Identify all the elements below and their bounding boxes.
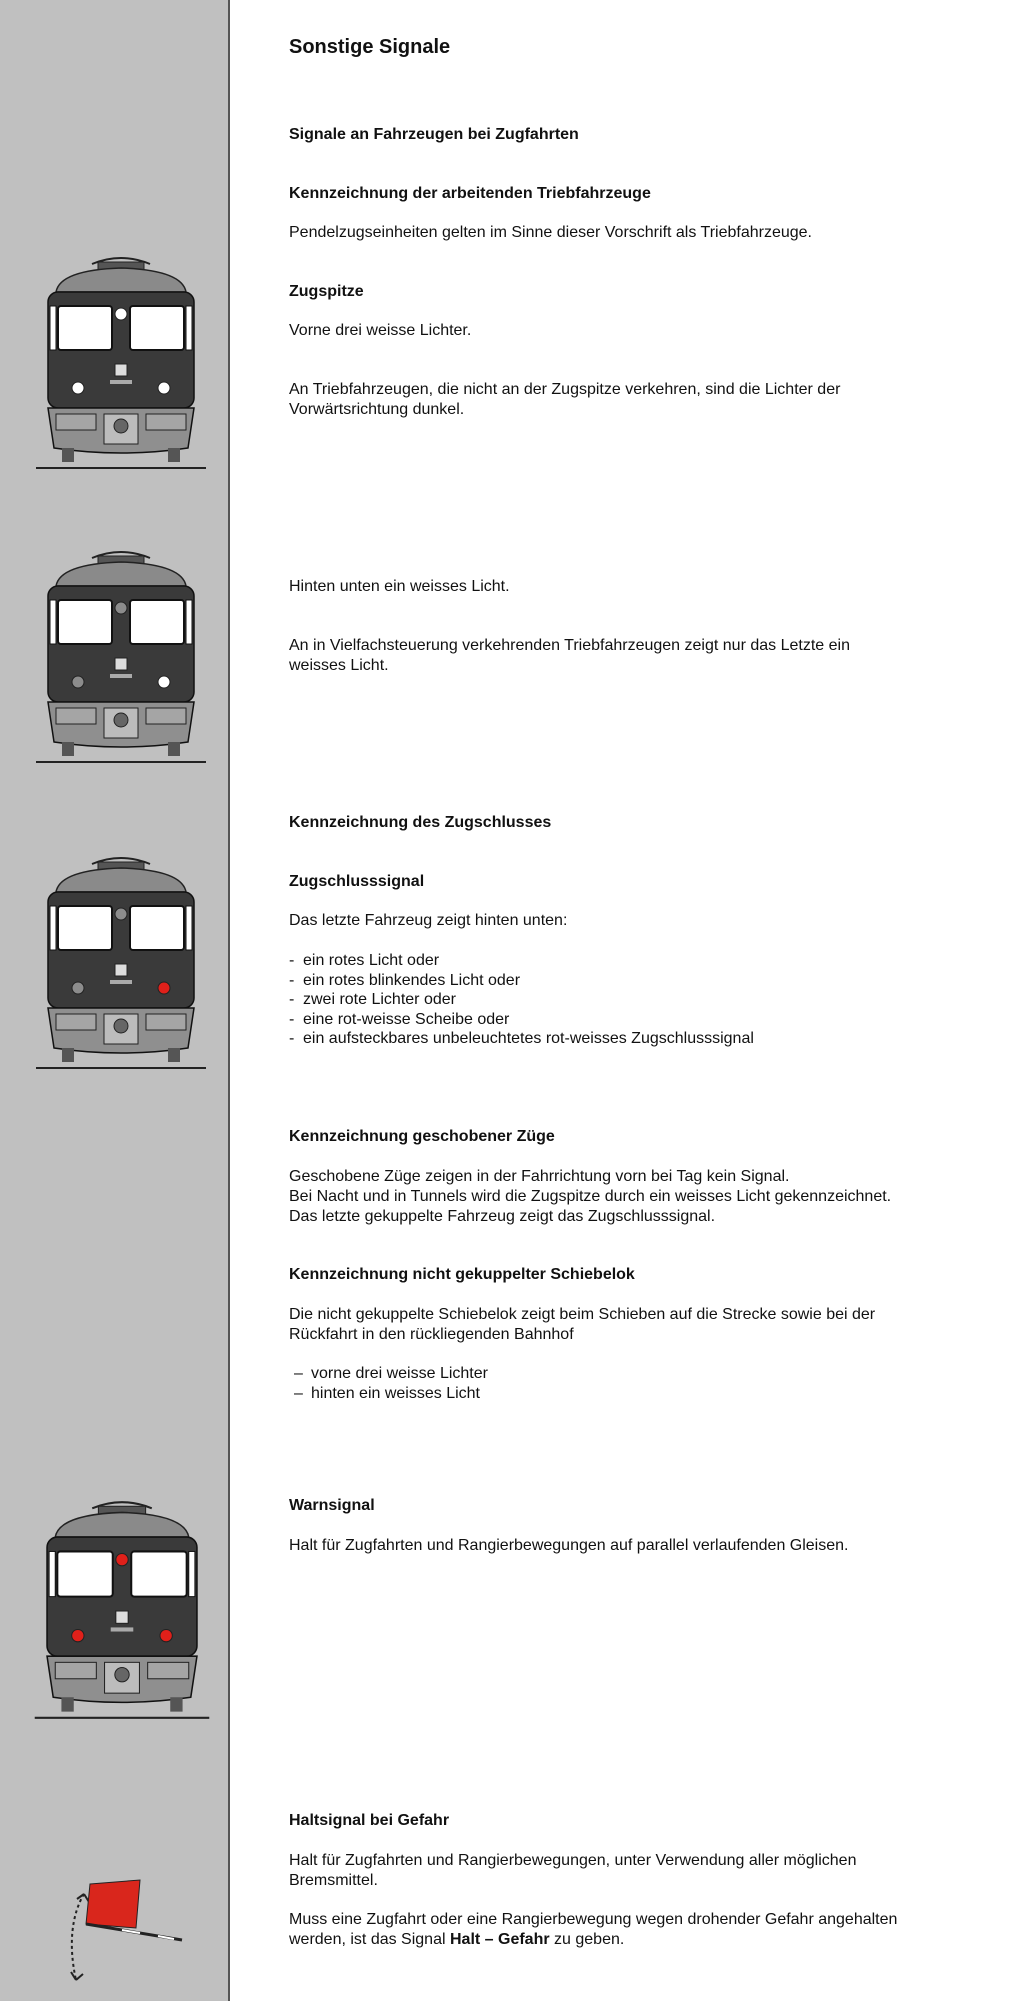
page-title: Sonstige Signale <box>289 36 451 58</box>
banker-list <box>289 1364 488 1403</box>
banker-line1: Die nicht gekuppelte Schiebelok zeigt beim Schieben auf die Strecke sowie bei der <box>289 1306 876 1323</box>
list-item: - ein aufsteckbares unbeleuchtetes rot-weisses Zugschlusssignal <box>289 1030 754 1047</box>
locomotive-shape <box>131 1551 186 1596</box>
banker-text <box>289 1305 875 1345</box>
locomotive-warning-signal-icon <box>34 1496 210 1726</box>
locomotive-shape <box>158 382 170 394</box>
locomotive-shape <box>170 1697 182 1711</box>
locomotive-shape <box>130 906 184 950</box>
locomotive-shape <box>58 600 112 644</box>
locomotive-shape <box>58 906 112 950</box>
locomotive-shape <box>62 742 74 756</box>
locomotive-shape <box>146 1014 186 1030</box>
zugspitze-note <box>289 380 840 420</box>
locomotive-shape <box>114 1019 128 1033</box>
locomotive-shape <box>115 964 127 976</box>
locomotive-shape <box>72 676 84 688</box>
locomotive-shape <box>56 708 96 724</box>
zugspitze-note-line2: Vorwärtsrichtung dunkel. <box>289 401 465 418</box>
loco-marking-text: Pendelzugseinheiten gelten im Sinne dieser Vorschrift als Triebfahrzeuge. <box>289 224 812 241</box>
halt-gefahr-term: Halt – Gefahr <box>449 1931 550 1948</box>
train-end-intro: Das letzte Fahrzeug zeigt hinten unten: <box>289 912 568 929</box>
locomotive-shape <box>130 600 184 644</box>
locomotive-shape <box>72 1629 84 1641</box>
danger-signal-heading: Haltsignal bei Gefahr <box>289 1812 450 1829</box>
locomotive-shape <box>50 306 56 350</box>
locomotive-shape <box>110 980 132 984</box>
rear-light-text: Hinten unten ein weisses Licht. <box>289 578 510 595</box>
locomotive-shape <box>189 1551 195 1596</box>
locomotive-shape <box>148 1662 189 1678</box>
locomotive-shape <box>61 1697 73 1711</box>
locomotive-shape <box>146 414 186 430</box>
train-end-subheading: Zugschlusssignal <box>289 873 425 890</box>
pushed-trains-text <box>289 1167 891 1227</box>
locomotive-shape <box>49 1551 55 1596</box>
pushed-trains-line2: Bei Nacht und in Tunnels wird die Zugspitze durch ein weisses Licht gekennzeichnet. <box>289 1188 892 1205</box>
list-item: - ein rotes blinkendes Licht oder <box>289 971 521 989</box>
locomotive-shape <box>111 1627 134 1631</box>
locomotive-shape <box>186 306 192 350</box>
train-end-heading: Kennzeichnung des Zugschlusses <box>289 814 552 831</box>
locomotive-shape <box>115 364 127 376</box>
locomotive-shape <box>186 906 192 950</box>
rear-light-note <box>289 636 850 676</box>
rear-light-note-line1: An in Vielfachsteuerung verkehrenden Triebfahrzeugen zeigt nur das Letzte ein <box>289 637 850 654</box>
pushed-trains-heading: Kennzeichnung geschobener Züge <box>289 1128 555 1145</box>
zugspitze-heading: Zugspitze <box>289 283 364 300</box>
locomotive-shape <box>116 1554 128 1566</box>
red-flag-icon <box>62 1874 190 1990</box>
list-item: - zwei rote Lichter oder <box>289 991 456 1008</box>
danger-line1: Halt für Zugfahrten und Rangierbewegungen, unter Verwendung aller möglichen <box>289 1852 857 1869</box>
locomotive-shape <box>158 676 170 688</box>
danger-line3: Muss eine Zugfahrt oder eine Rangierbewegung wegen drohender Gefahr angehalten <box>289 1911 898 1928</box>
locomotive-shape <box>56 562 186 586</box>
locomotive-shape <box>158 982 170 994</box>
locomotive-shape <box>62 1048 74 1062</box>
locomotive-shape <box>55 1512 188 1537</box>
locomotive-shape <box>116 1611 128 1623</box>
locomotive-shape <box>160 1629 172 1641</box>
pushed-trains-line3: Das letzte gekuppelte Fahrzeug zeigt das Zugschlusssignal. <box>289 1208 716 1225</box>
banker-heading: Kennzeichnung nicht gekuppelter Schiebelok <box>289 1266 635 1283</box>
sidebar <box>0 0 230 2001</box>
locomotive-shape <box>50 906 56 950</box>
locomotive-shape <box>115 1667 129 1681</box>
locomotive-shape <box>62 448 74 462</box>
locomotive-shape <box>130 306 184 350</box>
list-item: – hinten ein weisses Licht <box>294 1384 480 1402</box>
locomotive-shape <box>56 414 96 430</box>
locomotive-train-end-icon <box>36 852 206 1076</box>
locomotive-shape <box>57 1551 112 1596</box>
locomotive-shape <box>115 908 127 920</box>
locomotive-shape <box>58 306 112 350</box>
locomotive-shape <box>115 602 127 614</box>
zugspitze-text: Vorne drei weisse Lichter. <box>289 322 472 339</box>
danger-signal-text <box>289 1851 856 1891</box>
list-item: – vorne drei weisse Lichter <box>294 1365 488 1382</box>
warning-signal-heading: Warnsignal <box>289 1497 375 1514</box>
locomotive-shape <box>168 1048 180 1062</box>
danger-signal-note <box>289 1910 897 1950</box>
loco-marking-heading: Kennzeichnung der arbeitenden Triebfahrzeuge <box>289 185 651 202</box>
locomotive-rear-view-icon <box>36 546 206 770</box>
danger-line2: Bremsmittel. <box>289 1872 378 1889</box>
locomotive-shape <box>115 658 127 670</box>
locomotive-shape <box>168 742 180 756</box>
locomotive-shape <box>55 1662 96 1678</box>
locomotive-shape <box>56 1014 96 1030</box>
locomotive-shape <box>72 982 84 994</box>
locomotive-shape <box>50 600 56 644</box>
locomotive-shape <box>72 382 84 394</box>
zugspitze-note-line1: An Triebfahrzeugen, die nicht an der Zugspitze verkehren, sind die Lichter der <box>289 381 841 398</box>
locomotive-shape <box>186 600 192 644</box>
danger-line4: werden, ist das Signal Halt – Gefahr zu geben. <box>289 1931 625 1948</box>
locomotive-shape <box>56 268 186 292</box>
locomotive-shape <box>115 308 127 320</box>
locomotive-shape <box>114 713 128 727</box>
rear-light-note-line2: weisses Licht. <box>289 657 389 674</box>
locomotive-shape <box>114 419 128 433</box>
locomotive-shape <box>168 448 180 462</box>
list-item: - eine rot-weisse Scheibe oder <box>289 1010 510 1028</box>
banker-line2: Rückfahrt in den rückliegenden Bahnhof <box>289 1326 574 1343</box>
locomotive-shape <box>110 674 132 678</box>
locomotive-shape <box>110 380 132 384</box>
locomotive-shape <box>56 868 186 892</box>
locomotive-shape <box>146 708 186 724</box>
pushed-trains-line1: Geschobene Züge zeigen in der Fahrrichtung vorn bei Tag kein Signal. <box>289 1168 790 1185</box>
section-heading-vehicle-signals: Signale an Fahrzeugen bei Zugfahrten <box>289 126 579 143</box>
list-item: - ein rotes Licht oder <box>289 952 440 969</box>
warning-signal-text: Halt für Zugfahrten und Rangierbewegungen auf parallel verlaufenden Gleisen. <box>289 1537 849 1554</box>
locomotive-front-view-icon <box>36 252 206 476</box>
train-end-list <box>289 951 754 1049</box>
